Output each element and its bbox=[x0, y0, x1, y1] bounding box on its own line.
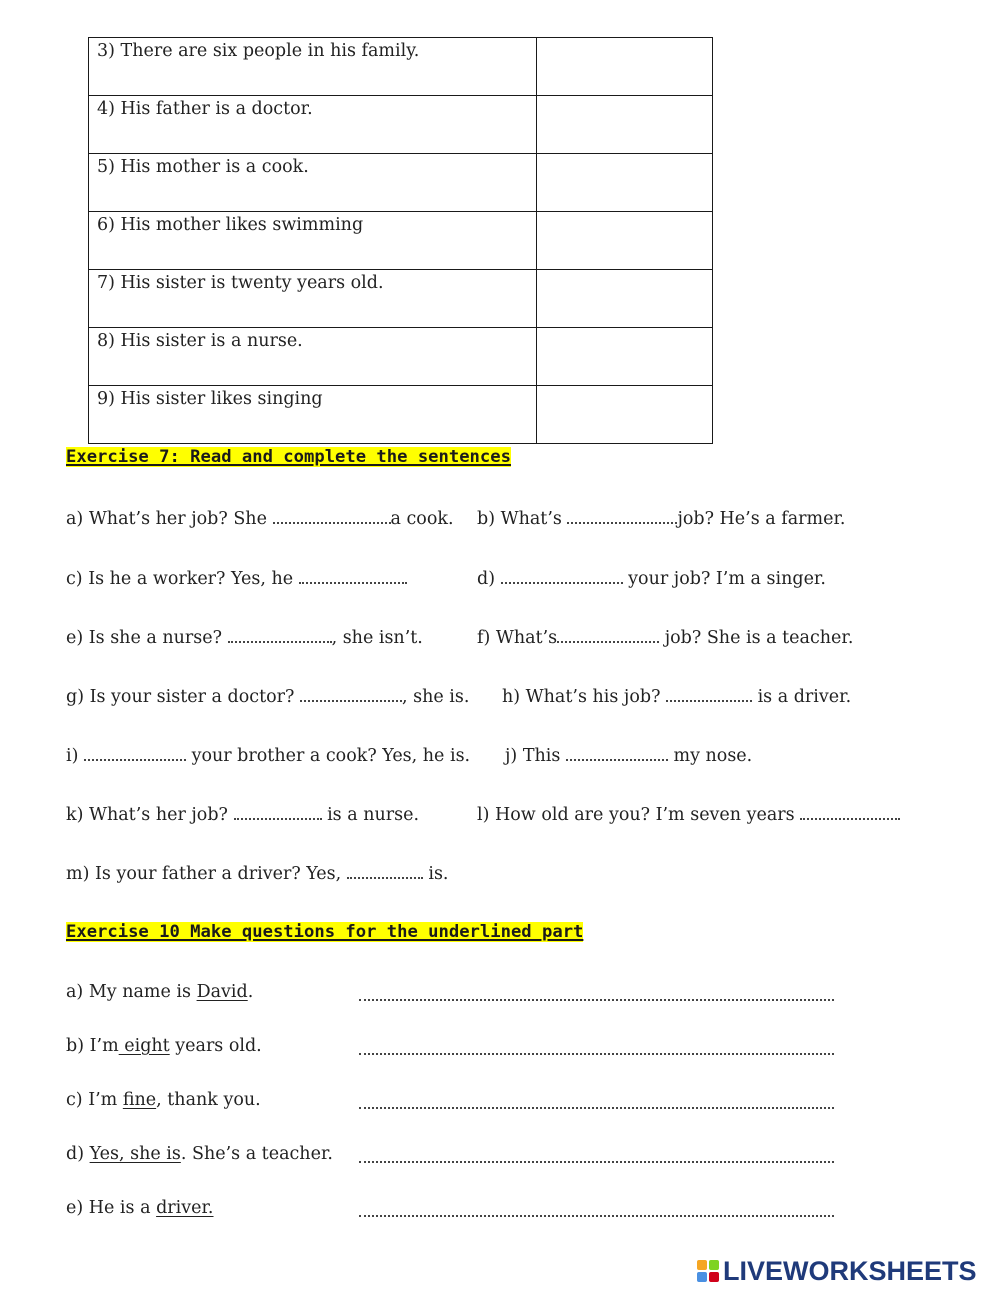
answer-cell[interactable] bbox=[537, 212, 713, 270]
sentence-d bbox=[477, 568, 826, 590]
logo-blocks-icon bbox=[697, 1260, 719, 1282]
statement-text: 7) His sister is twenty years old. bbox=[97, 273, 384, 293]
question-e bbox=[66, 1197, 214, 1219]
logo-block bbox=[709, 1260, 719, 1270]
answer-line[interactable] bbox=[359, 1201, 834, 1217]
statement-text: 5) His mother is a cook. bbox=[97, 157, 309, 177]
statement-text: 4) His father is a doctor. bbox=[97, 99, 313, 119]
answer-blank[interactable] bbox=[567, 508, 677, 524]
answer-blank[interactable] bbox=[666, 686, 752, 702]
answer-cell[interactable] bbox=[537, 270, 713, 328]
sentence-text: is a driver. bbox=[752, 687, 852, 707]
sentence-a bbox=[66, 508, 454, 530]
statement-cell bbox=[89, 154, 537, 212]
sentence-text: c) Is he a worker? Yes, he bbox=[66, 569, 299, 589]
sentence-text: a cook. bbox=[390, 509, 454, 529]
sentence-text: e) Is she a nurse? bbox=[66, 628, 228, 648]
sentence-text: job? She is a teacher. bbox=[659, 628, 854, 648]
sentence-text: a) My name is bbox=[66, 982, 197, 1002]
sentence-g bbox=[66, 686, 469, 708]
sentence-text: d) bbox=[477, 569, 501, 589]
sentence-text: . bbox=[247, 982, 254, 1002]
sentence-text: b) I’m bbox=[66, 1036, 119, 1056]
statement-cell bbox=[89, 386, 537, 444]
question-b bbox=[66, 1035, 262, 1057]
sentence-m bbox=[66, 863, 448, 885]
answer-cell[interactable] bbox=[537, 328, 713, 386]
sentence-text: , she isn’t. bbox=[331, 628, 423, 648]
exercise-10-heading: Exercise 10 Make questions for the underlined part bbox=[66, 922, 584, 942]
table-row bbox=[89, 96, 713, 154]
sentence-text: j) This bbox=[505, 746, 566, 766]
sentence-j bbox=[505, 745, 752, 767]
table-row bbox=[89, 328, 713, 386]
table-row bbox=[89, 386, 713, 444]
sentence-text: a) What’s her job? She bbox=[66, 509, 273, 529]
answer-blank[interactable] bbox=[299, 568, 407, 584]
answer-blank[interactable] bbox=[501, 568, 623, 584]
sentence-text: h) What’s his job? bbox=[502, 687, 667, 707]
sentence-k bbox=[66, 804, 419, 826]
sentence-text: my nose. bbox=[667, 746, 753, 766]
sentence-text: k) What’s her job? bbox=[66, 805, 234, 825]
answer-blank[interactable] bbox=[566, 745, 668, 761]
answer-cell[interactable] bbox=[537, 38, 713, 96]
answer-blank[interactable] bbox=[557, 627, 659, 643]
statement-cell bbox=[89, 212, 537, 270]
answer-blank[interactable] bbox=[84, 745, 186, 761]
answer-line[interactable] bbox=[359, 1093, 834, 1109]
statement-text: 6) His mother likes swimming bbox=[97, 215, 364, 235]
sentence-text: is. bbox=[422, 864, 449, 884]
statement-text: 3) There are six people in his family. bbox=[97, 41, 420, 61]
underlined-part: eight bbox=[118, 1036, 170, 1056]
sentence-h bbox=[502, 686, 851, 708]
answer-cell[interactable] bbox=[537, 386, 713, 444]
sentence-text: i) bbox=[66, 746, 84, 766]
statement-text: 9) His sister likes singing bbox=[97, 389, 323, 409]
sentence-text: m) Is your father a driver? Yes, bbox=[66, 864, 347, 884]
underlined-part: David bbox=[196, 982, 248, 1002]
logo-text: LIVEWORKSHEETS bbox=[723, 1255, 977, 1286]
sentence-text: years old. bbox=[169, 1036, 262, 1056]
table-row bbox=[89, 38, 713, 96]
answer-blank[interactable] bbox=[300, 686, 402, 702]
answer-blank[interactable] bbox=[228, 627, 332, 643]
logo-block bbox=[709, 1272, 719, 1282]
underlined-part: driver. bbox=[156, 1198, 214, 1218]
answer-blank[interactable] bbox=[800, 804, 900, 820]
sentence-text: job? He’s a farmer. bbox=[677, 509, 846, 529]
logo-block bbox=[697, 1272, 707, 1282]
answer-cell[interactable] bbox=[537, 96, 713, 154]
sentence-f bbox=[477, 627, 853, 649]
sentence-text: g) Is your sister a doctor? bbox=[66, 687, 300, 707]
logo-block bbox=[697, 1260, 707, 1270]
sentence-text: f) What’s bbox=[477, 628, 558, 648]
underlined-part: fine bbox=[122, 1090, 157, 1110]
sentence-e bbox=[66, 627, 423, 649]
sentence-text: b) What’s bbox=[477, 509, 568, 529]
sentence-i bbox=[66, 745, 470, 767]
sentence-text: l) How old are you? I’m seven years bbox=[477, 805, 801, 825]
table-row bbox=[89, 212, 713, 270]
sentence-text: is a nurse. bbox=[321, 805, 420, 825]
sentence-text: your brother a cook? Yes, he is. bbox=[186, 746, 471, 766]
answer-line[interactable] bbox=[359, 1039, 834, 1055]
sentence-text: , thank you. bbox=[156, 1090, 261, 1110]
statement-cell bbox=[89, 96, 537, 154]
answer-line[interactable] bbox=[359, 1147, 834, 1163]
answer-line[interactable] bbox=[359, 985, 834, 1001]
sentence-l bbox=[477, 804, 900, 826]
sentence-b bbox=[477, 508, 846, 530]
answer-blank[interactable] bbox=[234, 804, 322, 820]
answer-blank[interactable] bbox=[347, 863, 423, 879]
statement-text: 8) His sister is a nurse. bbox=[97, 331, 303, 351]
sentence-c bbox=[66, 568, 407, 590]
question-c bbox=[66, 1089, 261, 1111]
statement-cell bbox=[89, 328, 537, 386]
question-a bbox=[66, 981, 253, 1003]
sentence-text: your job? I’m a singer. bbox=[622, 569, 826, 589]
sentence-text: , she is. bbox=[401, 687, 470, 707]
answer-cell[interactable] bbox=[537, 154, 713, 212]
statement-cell bbox=[89, 270, 537, 328]
liveworksheets-logo bbox=[697, 1256, 977, 1286]
statement-cell bbox=[89, 38, 537, 96]
true-false-table bbox=[88, 37, 713, 444]
sentence-text: c) I’m bbox=[66, 1090, 123, 1110]
question-d bbox=[66, 1143, 333, 1165]
answer-blank[interactable] bbox=[273, 508, 391, 524]
table-row bbox=[89, 154, 713, 212]
sentence-text: . She’s a teacher. bbox=[180, 1144, 333, 1164]
underlined-part: Yes, she is bbox=[89, 1144, 181, 1164]
sentence-text: d) bbox=[66, 1144, 90, 1164]
table-row bbox=[89, 270, 713, 328]
sentence-text: e) He is a bbox=[66, 1198, 157, 1218]
exercise-7-heading: Exercise 7: Read and complete the sentences bbox=[66, 447, 511, 467]
